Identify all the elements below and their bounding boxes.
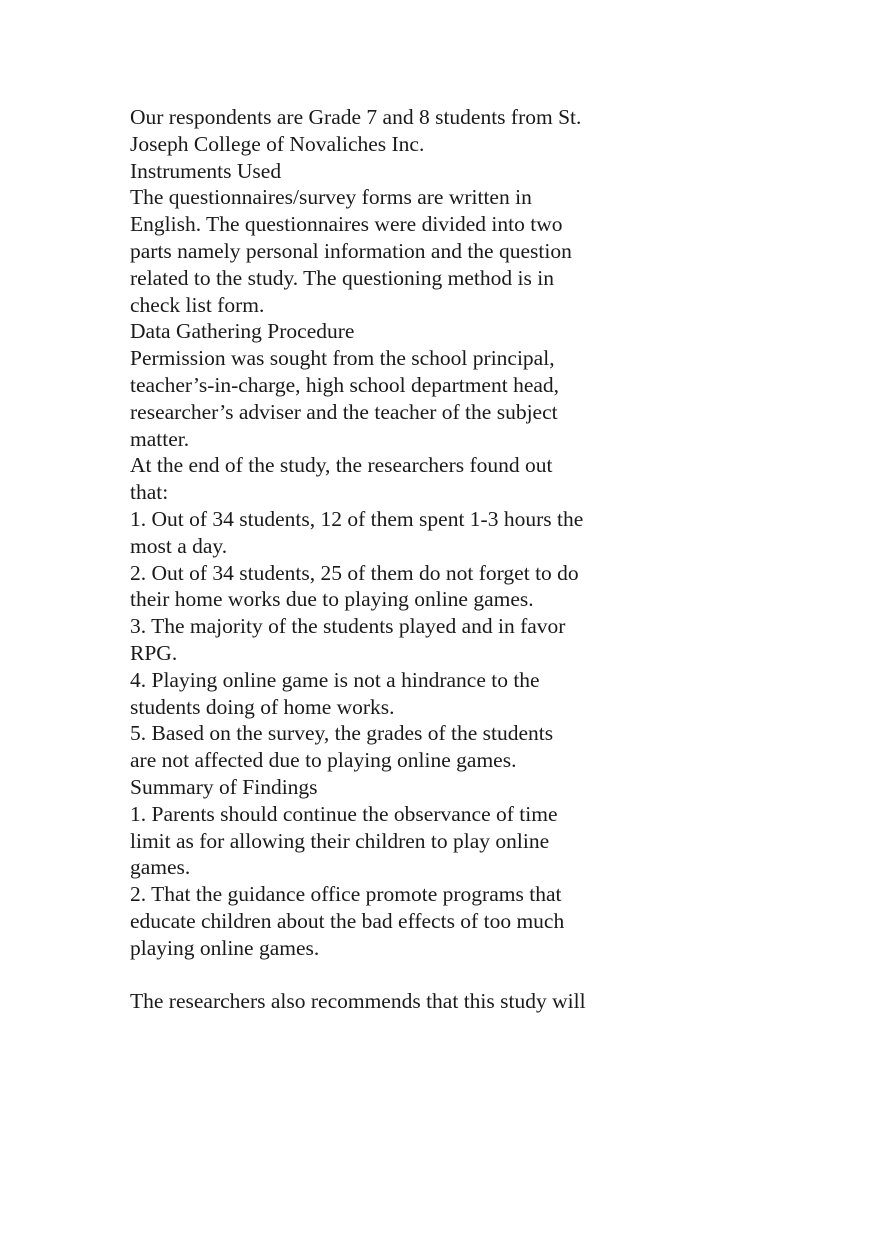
paragraph-gap xyxy=(130,962,630,989)
finding-item-5: 5. Based on the survey, the grades of the students xyxy=(130,721,554,746)
section-heading-data-gathering: Data Gathering Procedure xyxy=(130,319,355,344)
text-line: Joseph College of Novaliches Inc. xyxy=(130,131,425,156)
section-heading-instruments-used: Instruments Used xyxy=(130,158,282,183)
text-line: matter. xyxy=(130,426,190,451)
text-line: students doing of home works. xyxy=(130,694,395,719)
text-line: The questionnaires/survey forms are written in xyxy=(130,185,532,210)
text-line: check list form. xyxy=(130,292,265,317)
section-heading-summary-of-findings: Summary of Findings xyxy=(130,774,318,799)
text-line: parts namely personal information and the question xyxy=(130,238,572,263)
text-line: most a day. xyxy=(130,533,228,558)
body-text xyxy=(130,104,630,1015)
text-line: The researchers also recommends that this study will xyxy=(130,989,586,1014)
finding-item-2: 2. Out of 34 students, 25 of them do not forget to do xyxy=(130,560,579,585)
text-line: their home works due to playing online games. xyxy=(130,587,534,612)
text-line: educate children about the bad effects of too much xyxy=(130,908,565,933)
text-line: limit as for allowing their children to play online xyxy=(130,828,550,853)
summary-item-1: 1. Parents should continue the observance of time xyxy=(130,801,558,826)
finding-item-1: 1. Out of 34 students, 12 of them spent 1-3 hours the xyxy=(130,506,584,531)
text-line: teacher’s-in-charge, high school department head, xyxy=(130,372,560,397)
text-line: that: xyxy=(130,480,169,505)
text-line: related to the study. The questioning method is in xyxy=(130,265,554,290)
text-line: RPG. xyxy=(130,640,178,665)
text-line: English. The questionnaires were divided into two xyxy=(130,212,563,237)
summary-item-2: 2. That the guidance office promote programs that xyxy=(130,882,562,907)
text-line: playing online games. xyxy=(130,935,320,960)
finding-item-4: 4. Playing online game is not a hindrance to the xyxy=(130,667,540,692)
finding-item-3: 3. The majority of the students played and in favor xyxy=(130,614,566,639)
text-line: researcher’s adviser and the teacher of the subject xyxy=(130,399,558,424)
text-line: Our respondents are Grade 7 and 8 students from St. xyxy=(130,105,582,129)
text-line: games. xyxy=(130,855,191,880)
text-line: are not affected due to playing online games. xyxy=(130,748,517,773)
text-line: At the end of the study, the researchers found out xyxy=(130,453,553,478)
text-line: Permission was sought from the school principal, xyxy=(130,346,555,371)
